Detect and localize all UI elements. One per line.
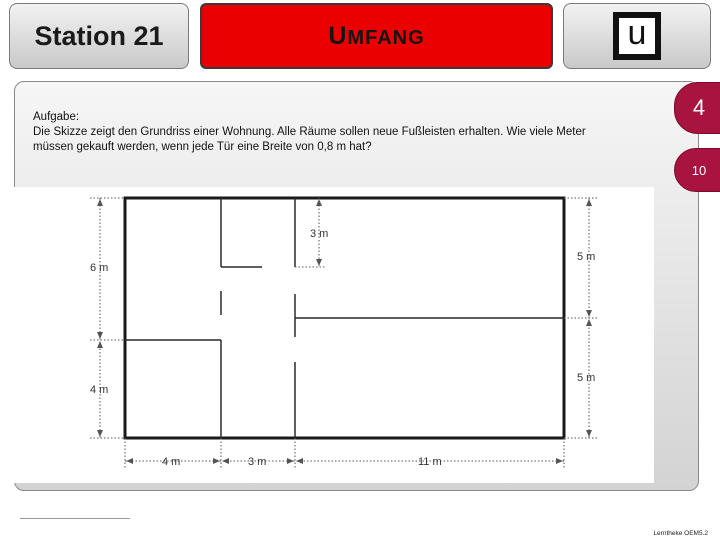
footer-code: Lernthekе OEM5.2 [653,530,708,537]
points-badge [674,82,720,134]
logo-letter: u [619,18,655,54]
dim-right-upper: 5 m [577,251,596,263]
dim-bottom-right: 11 m [418,456,442,468]
dim-bottom-middle: 3 m [248,456,267,468]
station-label-box [9,3,189,69]
title-initial: U [328,21,348,50]
title-box [200,3,553,69]
dim-bottom-left: 4 m [162,456,181,468]
dim-corridor-top: 3 m [310,228,329,240]
dim-right-lower: 5 m [577,372,596,384]
title-rest: MFANG [347,26,425,49]
u-logo-icon [613,12,661,60]
floor-plan [14,187,654,483]
logo-box [563,3,711,69]
footer-divider [20,518,130,519]
level-badge [674,148,720,192]
task-body: Die Skizze zeigt den Grundriss einer Wohnung. Alle Räume sollen neue Fußleisten erhalten. Wie viele Meter müssen gekauft werden, wenn jede Tür eine Breite von 0,8 m hat? [33,126,586,153]
points-value: 4 [692,95,706,120]
task-text [33,110,623,155]
dim-left-upper: 6 m [90,262,109,274]
station-label: Station 21 [34,20,164,51]
level-value: 10 [691,162,707,178]
page-title [328,22,424,51]
dim-left-lower: 4 m [90,384,109,396]
task-heading: Aufgabe: [33,111,80,123]
